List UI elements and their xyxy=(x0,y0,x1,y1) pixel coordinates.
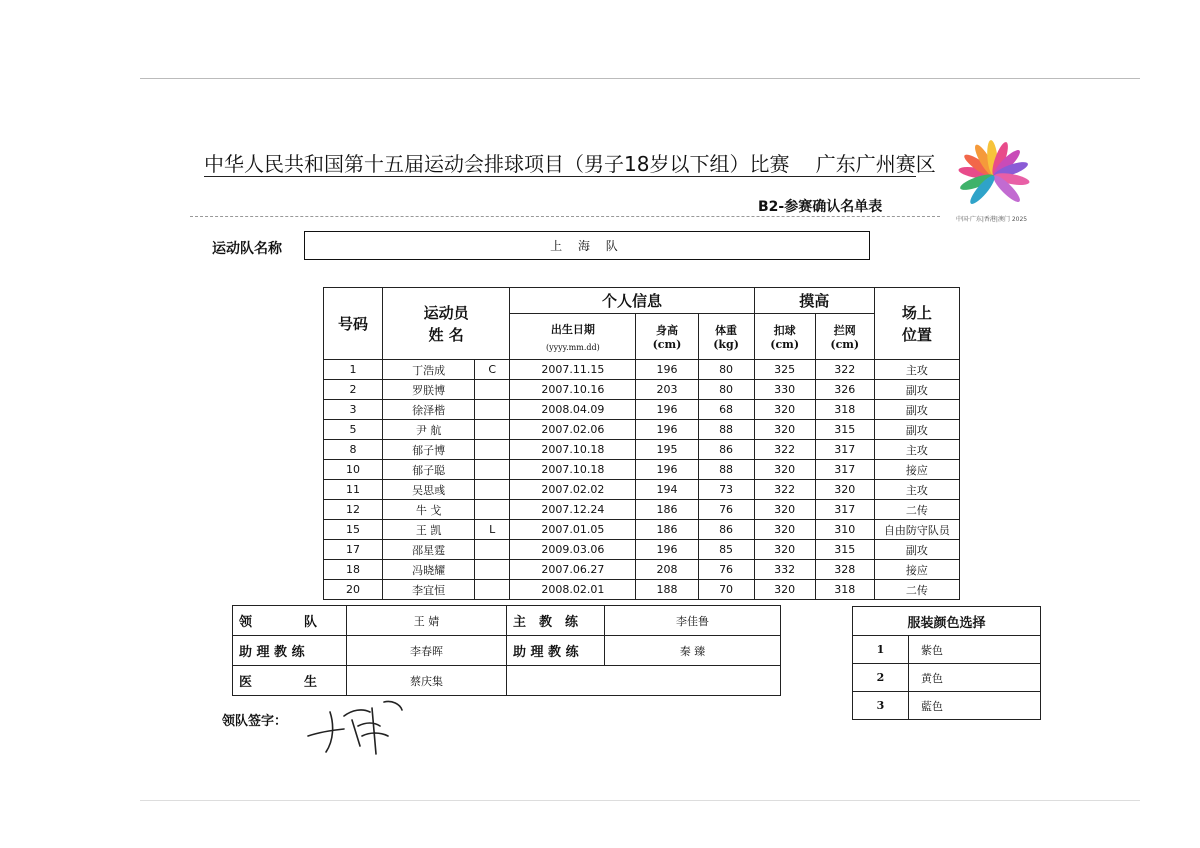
player-number: 1 xyxy=(324,360,383,380)
player-birthdate: 2007.02.02 xyxy=(510,480,636,500)
player-birthdate: 2007.10.16 xyxy=(510,380,636,400)
assistant-coach-value-2: 秦 臻 xyxy=(605,636,781,666)
team-name-value: 上 海 队 xyxy=(304,231,870,260)
player-height: 188 xyxy=(636,580,698,600)
player-name: 罗朕博 xyxy=(383,380,475,400)
table-row xyxy=(324,420,960,440)
player-weight: 70 xyxy=(698,580,754,600)
player-name: 冯晓耀 xyxy=(383,560,475,580)
player-block: 326 xyxy=(815,380,874,400)
player-weight: 86 xyxy=(698,440,754,460)
team-name-label: 运动队名称 xyxy=(212,241,282,257)
uniform-color-value: 黄色 xyxy=(909,664,1041,692)
staff-empty-cell xyxy=(507,666,781,696)
player-position: 副攻 xyxy=(874,400,959,420)
uniform-color-num: 3 xyxy=(853,692,909,720)
table-row xyxy=(324,360,960,380)
table-row xyxy=(324,440,960,460)
handwritten-signature-icon xyxy=(300,696,410,758)
player-block: 315 xyxy=(815,420,874,440)
table-row xyxy=(324,400,960,420)
player-position: 主攻 xyxy=(874,440,959,460)
player-spike: 320 xyxy=(754,400,815,420)
player-role xyxy=(475,480,510,500)
header-block-unit: (cm) xyxy=(830,338,860,351)
header-height xyxy=(636,314,698,360)
doctor-label: 医 生 xyxy=(233,666,347,696)
header-weight-unit: (kg) xyxy=(713,338,739,351)
roster-table xyxy=(323,287,960,600)
header-weight xyxy=(698,314,754,360)
player-number: 12 xyxy=(324,500,383,520)
player-role xyxy=(475,440,510,460)
head-coach-label: 主 教 练 xyxy=(507,606,605,636)
player-spike: 320 xyxy=(754,460,815,480)
header-spike-label: 扣球 xyxy=(773,324,796,337)
leader-label: 领 队 xyxy=(233,606,347,636)
header-number: 号码 xyxy=(324,288,383,360)
player-height: 195 xyxy=(636,440,698,460)
player-name: 郁子聪 xyxy=(383,460,475,480)
player-number: 2 xyxy=(324,380,383,400)
player-weight: 73 xyxy=(698,480,754,500)
player-birthdate: 2007.01.05 xyxy=(510,520,636,540)
table-row xyxy=(324,580,960,600)
player-name: 牛 戈 xyxy=(383,500,475,520)
player-position: 副攻 xyxy=(874,380,959,400)
player-weight: 88 xyxy=(698,420,754,440)
player-name: 尹 航 xyxy=(383,420,475,440)
player-birthdate: 2007.11.15 xyxy=(510,360,636,380)
doctor-value: 蔡庆集 xyxy=(347,666,507,696)
player-position: 接应 xyxy=(874,560,959,580)
player-birthdate: 2008.04.09 xyxy=(510,400,636,420)
player-name: 吴思彧 xyxy=(383,480,475,500)
uniform-color-num: 2 xyxy=(853,664,909,692)
player-weight: 88 xyxy=(698,460,754,480)
player-name: 丁浩成 xyxy=(383,360,475,380)
player-birthdate: 2007.10.18 xyxy=(510,440,636,460)
dotted-divider xyxy=(190,216,940,217)
player-spike: 320 xyxy=(754,420,815,440)
player-role xyxy=(475,500,510,520)
assistant-coach-value-1: 李春晖 xyxy=(347,636,507,666)
table-row xyxy=(324,560,960,580)
uniform-color-table xyxy=(852,606,1041,720)
header-weight-label: 体重 xyxy=(715,324,738,337)
player-weight: 76 xyxy=(698,560,754,580)
player-name: 徐泽楷 xyxy=(383,400,475,420)
top-scan-line xyxy=(140,78,1140,79)
player-weight: 80 xyxy=(698,380,754,400)
header-height-unit: (cm) xyxy=(652,338,682,351)
header-name: 姓 名 xyxy=(428,325,464,344)
games-logo-icon xyxy=(954,136,1034,214)
player-position: 副攻 xyxy=(874,420,959,440)
player-number: 20 xyxy=(324,580,383,600)
table-row xyxy=(324,500,960,520)
player-spike: 320 xyxy=(754,520,815,540)
player-height: 196 xyxy=(636,420,698,440)
player-spike: 332 xyxy=(754,560,815,580)
player-number: 18 xyxy=(324,560,383,580)
player-block: 317 xyxy=(815,460,874,480)
uniform-color-value: 紫色 xyxy=(909,636,1041,664)
player-role: L xyxy=(475,520,510,540)
player-height: 203 xyxy=(636,380,698,400)
header-birthdate-format: (yyyy.mm.dd) xyxy=(545,343,600,352)
player-height: 196 xyxy=(636,400,698,420)
table-row xyxy=(324,520,960,540)
player-block: 318 xyxy=(815,400,874,420)
player-height: 196 xyxy=(636,360,698,380)
header-athlete-name xyxy=(383,288,510,360)
table-row xyxy=(324,460,960,480)
player-weight: 80 xyxy=(698,360,754,380)
head-coach-value: 李佳鲁 xyxy=(605,606,781,636)
roster-body xyxy=(324,360,960,600)
header-position xyxy=(874,288,959,360)
player-block: 317 xyxy=(815,500,874,520)
player-number: 17 xyxy=(324,540,383,560)
player-position: 副攻 xyxy=(874,540,959,560)
player-height: 196 xyxy=(636,460,698,480)
player-block: 310 xyxy=(815,520,874,540)
player-number: 8 xyxy=(324,440,383,460)
header-athlete: 运动员 xyxy=(423,303,469,322)
player-role xyxy=(475,580,510,600)
player-height: 208 xyxy=(636,560,698,580)
uniform-color-title: 服装颜色选择 xyxy=(853,607,1041,636)
player-block: 320 xyxy=(815,480,874,500)
player-spike: 320 xyxy=(754,500,815,520)
player-number: 10 xyxy=(324,460,383,480)
player-role xyxy=(475,420,510,440)
table-row xyxy=(324,480,960,500)
staff-table xyxy=(232,605,781,696)
player-position: 二传 xyxy=(874,580,959,600)
player-spike: 322 xyxy=(754,440,815,460)
header-reach: 摸高 xyxy=(754,288,874,314)
player-name: 邵星霆 xyxy=(383,540,475,560)
player-number: 11 xyxy=(324,480,383,500)
header-block-label: 拦网 xyxy=(833,324,856,337)
header-block xyxy=(815,314,874,360)
player-block: 318 xyxy=(815,580,874,600)
player-role xyxy=(475,380,510,400)
player-spike: 320 xyxy=(754,580,815,600)
bottom-scan-line xyxy=(140,800,1140,801)
player-role xyxy=(475,540,510,560)
header-position-line1: 场上 xyxy=(901,303,932,322)
player-weight: 85 xyxy=(698,540,754,560)
player-spike: 322 xyxy=(754,480,815,500)
player-position: 接应 xyxy=(874,460,959,480)
uniform-color-value: 藍色 xyxy=(909,692,1041,720)
player-position: 二传 xyxy=(874,500,959,520)
player-name: 李宜恒 xyxy=(383,580,475,600)
player-spike: 320 xyxy=(754,540,815,560)
header-position-line2: 位置 xyxy=(901,325,932,344)
player-role: C xyxy=(475,360,510,380)
player-height: 196 xyxy=(636,540,698,560)
player-block: 328 xyxy=(815,560,874,580)
header-birthdate-label: 出生日期 xyxy=(550,323,595,336)
player-position: 主攻 xyxy=(874,360,959,380)
signature-label: 领队签字： xyxy=(222,714,288,729)
player-birthdate: 2007.06.27 xyxy=(510,560,636,580)
header-height-label: 身高 xyxy=(655,324,678,337)
player-role xyxy=(475,560,510,580)
header-birthdate xyxy=(510,314,636,360)
player-birthdate: 2007.02.06 xyxy=(510,420,636,440)
player-weight: 86 xyxy=(698,520,754,540)
player-birthdate: 2008.02.01 xyxy=(510,580,636,600)
leader-value: 王 婧 xyxy=(347,606,507,636)
title-underline xyxy=(204,176,916,177)
table-row xyxy=(324,540,960,560)
header-spike-unit: (cm) xyxy=(770,338,800,351)
assistant-coach-label-2: 助 理 教 练 xyxy=(507,636,605,666)
player-spike: 325 xyxy=(754,360,815,380)
player-weight: 68 xyxy=(698,400,754,420)
uniform-color-num: 1 xyxy=(853,636,909,664)
player-height: 194 xyxy=(636,480,698,500)
player-role xyxy=(475,460,510,480)
player-name: 郁子博 xyxy=(383,440,475,460)
player-height: 186 xyxy=(636,500,698,520)
player-block: 315 xyxy=(815,540,874,560)
document-title: 中华人民共和国第十五届运动会排球项目（男子18岁以下组）比赛 广东广州赛区 xyxy=(204,152,936,176)
player-block: 317 xyxy=(815,440,874,460)
player-number: 15 xyxy=(324,520,383,540)
document-subtitle: B2-参赛确认名单表 xyxy=(758,199,883,215)
player-role xyxy=(475,400,510,420)
player-birthdate: 2007.12.24 xyxy=(510,500,636,520)
player-number: 5 xyxy=(324,420,383,440)
player-height: 186 xyxy=(636,520,698,540)
player-number: 3 xyxy=(324,400,383,420)
player-birthdate: 2009.03.06 xyxy=(510,540,636,560)
logo-caption: 中国·广东|香港|澳门 2025 xyxy=(956,216,1028,223)
player-name: 王 凯 xyxy=(383,520,475,540)
header-personal-info: 个人信息 xyxy=(510,288,754,314)
assistant-coach-label-1: 助 理 教 练 xyxy=(233,636,347,666)
player-weight: 76 xyxy=(698,500,754,520)
header-spike xyxy=(754,314,815,360)
player-position: 主攻 xyxy=(874,480,959,500)
player-position: 自由防守队员 xyxy=(874,520,959,540)
table-row xyxy=(324,380,960,400)
player-spike: 330 xyxy=(754,380,815,400)
player-block: 322 xyxy=(815,360,874,380)
player-birthdate: 2007.10.18 xyxy=(510,460,636,480)
